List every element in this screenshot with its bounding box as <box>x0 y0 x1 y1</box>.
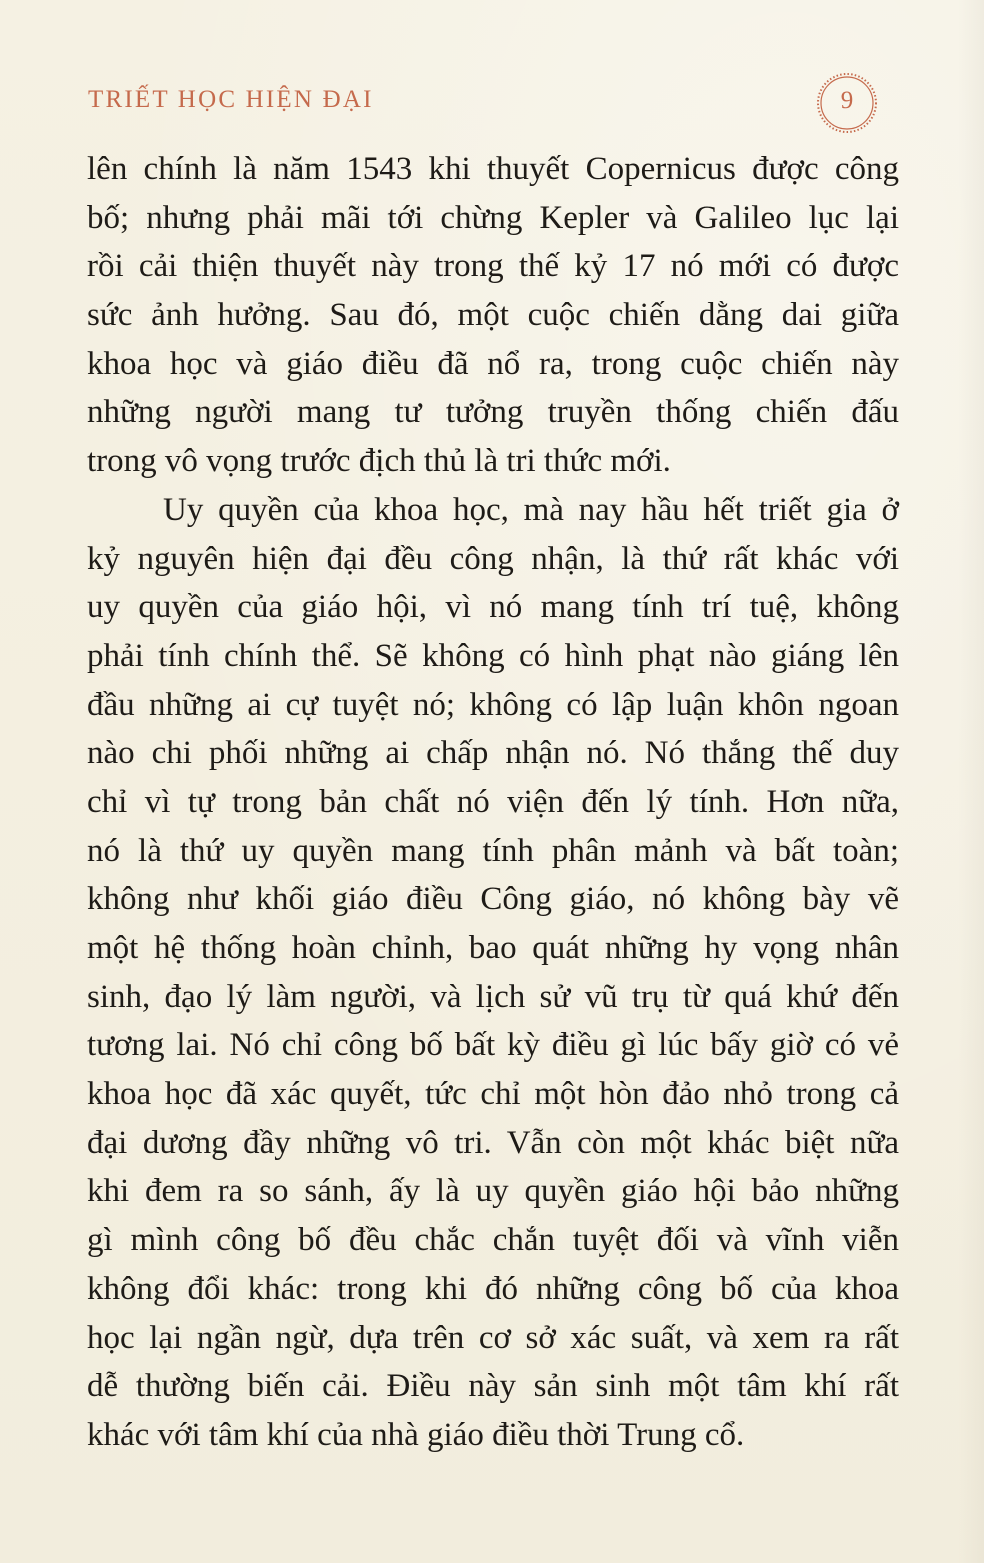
text-line: không đổi khác: trong khi đó những công bố của khoa <box>87 1270 899 1307</box>
page-number: 9 <box>840 87 854 114</box>
text-line: chỉ vì tự trong bản chất nó viện đến lý tính. Hơn nữa, <box>87 783 899 820</box>
text-line: tương lai. Nó chỉ công bố bất kỳ điều gì lúc bấy giờ có vẻ <box>87 1027 899 1064</box>
text-line: khoa học và giáo điều đã nổ ra, trong cuộc chiến này <box>87 345 899 382</box>
running-title: TRIẾT HỌC HIỆN ĐẠI <box>88 86 374 113</box>
paragraph-first-line: Uy quyền của khoa học, mà nay hầu hết triết gia ở <box>163 491 899 528</box>
text-line: nào chi phối những ai chấp nhận nó. Nó thắng thế duy <box>87 735 899 772</box>
paragraph-end-line: trong vô vọng trước địch thủ là tri thức mới. <box>87 443 671 480</box>
body-text <box>87 145 899 1460</box>
text-line: dễ thường biến cải. Điều này sản sinh một tâm khí rất <box>87 1368 899 1405</box>
text-line: lên chính là năm 1543 khi thuyết Copernicus được công <box>87 151 899 187</box>
text-line: rồi cải thiện thuyết này trong thế kỷ 17 nó mới có được <box>87 248 899 285</box>
page-number-badge <box>816 72 878 134</box>
text-line: nó là thứ uy quyền mang tính phân mảnh và bất toàn; <box>87 832 899 869</box>
text-line: đại dương đầy những vô tri. Vẫn còn một khác biệt nữa <box>87 1124 899 1161</box>
text-line: học lại ngần ngừ, dựa trên cơ sở xác suất, và xem ra rất <box>87 1319 899 1356</box>
text-line: uy quyền của giáo hội, vì nó mang tính trí tuệ, không <box>87 589 899 626</box>
text-line: khoa học đã xác quyết, tức chỉ một hòn đảo nhỏ trong cả <box>87 1076 899 1113</box>
page-edge-shadow <box>958 0 984 1563</box>
text-line: kỷ nguyên hiện đại đều công nhận, là thứ rất khác với <box>87 540 899 577</box>
text-line: đầu những ai cự tuyệt nó; không có lập luận khôn ngoan <box>87 686 899 723</box>
text-line: sức ảnh hưởng. Sau đó, một cuộc chiến dằng dai giữa <box>87 297 899 334</box>
text-line: phải tính chính thể. Sẽ không có hình phạt nào giáng lên <box>87 637 899 674</box>
text-line: bố; nhưng phải mãi tới chừng Kepler và Galileo lục lại <box>87 199 899 236</box>
text-line: một hệ thống hoàn chỉnh, bao quát những hy vọng nhân <box>87 930 899 966</box>
text-line: gì mình công bố đều chắc chắn tuyệt đối và vĩnh viễn <box>87 1222 899 1259</box>
text-line: khi đem ra so sánh, ấy là uy quyền giáo hội bảo những <box>87 1173 899 1210</box>
text-line: không như khối giáo điều Công giáo, nó không bày vẽ <box>87 881 899 918</box>
text-line: sinh, đạo lý làm người, và lịch sử vũ trụ từ quá khứ đến <box>87 978 899 1015</box>
text-line: những người mang tư tưởng truyền thống chiến đấu <box>87 394 899 431</box>
paragraph-end-line: khác với tâm khí của nhà giáo điều thời Trung cổ. <box>87 1416 745 1453</box>
